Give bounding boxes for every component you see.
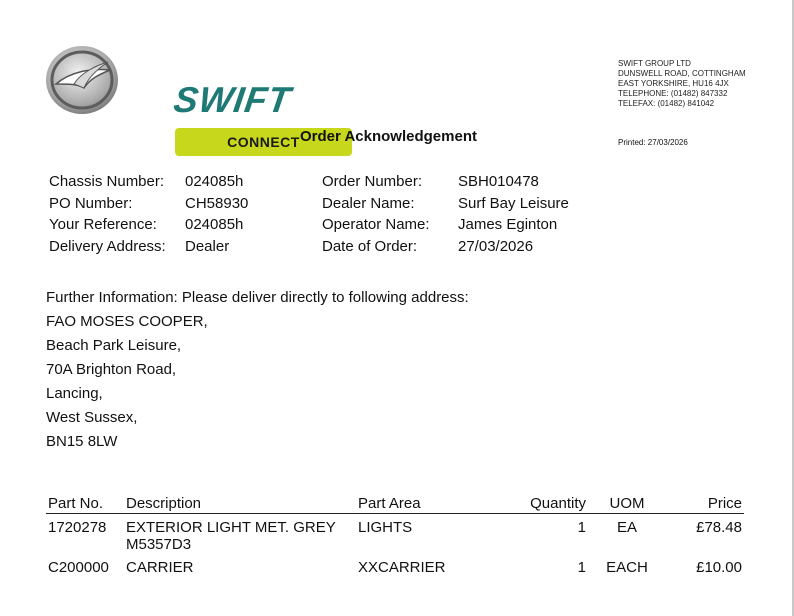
table-row bbox=[46, 519, 744, 555]
cell-part-no: 1720278 bbox=[48, 519, 107, 536]
further-information bbox=[46, 286, 469, 454]
brand-wordmark: SWIFT bbox=[171, 79, 294, 120]
date-of-order-row bbox=[322, 236, 569, 258]
company-address bbox=[618, 59, 746, 109]
order-number-value: SBH010478 bbox=[458, 173, 539, 190]
order-fields-left bbox=[49, 171, 248, 257]
header-quantity: Quantity bbox=[530, 495, 586, 512]
chassis-number-row bbox=[49, 171, 248, 193]
order-number-label: Order Number: bbox=[322, 173, 423, 190]
operator-name-value: James Eginton bbox=[458, 216, 558, 233]
address-line: Beach Park Leisure, bbox=[46, 337, 182, 354]
header-price: Price bbox=[707, 495, 742, 512]
po-number-value: CH58930 bbox=[185, 194, 249, 212]
dealer-name-value: Surf Bay Leisure bbox=[458, 194, 569, 212]
table-row bbox=[46, 559, 744, 579]
cell-part-area: XXCARRIER bbox=[358, 559, 446, 576]
cell-uom: EA bbox=[616, 519, 637, 536]
items-table-header bbox=[46, 495, 744, 514]
cell-part-area: LIGHTS bbox=[358, 519, 413, 536]
order-number-row bbox=[322, 171, 569, 193]
delivery-address-value: Dealer bbox=[185, 237, 230, 255]
chassis-number-value: 024085h bbox=[185, 173, 244, 190]
items-table bbox=[46, 495, 744, 579]
printed-date: Printed: 27/03/2026 bbox=[618, 138, 688, 147]
date-of-order-value: 27/03/2026 bbox=[458, 237, 534, 255]
swift-bird-emblem-icon bbox=[44, 44, 120, 116]
cell-price: £10.00 bbox=[696, 559, 742, 576]
company-line: DUNSWELL ROAD, COTTINGHAM bbox=[618, 69, 746, 78]
your-reference-row bbox=[49, 214, 248, 236]
order-fields-right bbox=[322, 171, 569, 257]
address-line: West Sussex, bbox=[46, 409, 138, 426]
chassis-number-label: Chassis Number: bbox=[49, 173, 165, 190]
company-line: TELEPHONE: (01482) 847332 bbox=[618, 89, 728, 98]
operator-name-row bbox=[322, 214, 569, 236]
cell-quantity: 1 bbox=[577, 559, 586, 576]
header-part-no: Part No. bbox=[48, 495, 104, 512]
delivery-address-row bbox=[49, 236, 248, 258]
swift-connect-logo bbox=[44, 44, 314, 150]
po-number-row bbox=[49, 193, 248, 215]
address-line: 70A Brighton Road, bbox=[46, 361, 177, 378]
dealer-name-label: Dealer Name: bbox=[322, 194, 415, 212]
your-reference-label: Your Reference: bbox=[49, 216, 157, 233]
header-description: Description bbox=[126, 495, 202, 512]
address-line: FAO MOSES COOPER, bbox=[46, 313, 208, 330]
cell-price: £78.48 bbox=[696, 519, 742, 536]
cell-quantity: 1 bbox=[577, 519, 586, 536]
your-reference-value: 024085h bbox=[185, 216, 244, 233]
cell-description: EXTERIOR LIGHT MET. GREY M5357D3 bbox=[126, 519, 336, 553]
po-number-label: PO Number: bbox=[49, 194, 133, 212]
company-line: TELEFAX: (01482) 841042 bbox=[618, 99, 715, 108]
further-info-heading: Further Information: Please deliver directly to following address: bbox=[46, 289, 469, 306]
dealer-name-row bbox=[322, 193, 569, 215]
delivery-address-label: Delivery Address: bbox=[49, 237, 166, 255]
company-line: EAST YORKSHIRE, HU16 4JX bbox=[618, 79, 729, 88]
brand-connect-badge: CONNECT bbox=[175, 128, 352, 156]
cell-uom: EACH bbox=[606, 559, 648, 576]
cell-part-no: C200000 bbox=[48, 559, 109, 576]
company-line: SWIFT GROUP LTD bbox=[618, 59, 691, 68]
operator-name-label: Operator Name: bbox=[322, 216, 430, 233]
date-of-order-label: Date of Order: bbox=[322, 237, 418, 255]
header-uom: UOM bbox=[609, 495, 645, 512]
document-title: Order Acknowledgement bbox=[300, 128, 477, 145]
header-part-area: Part Area bbox=[358, 495, 421, 512]
address-line: Lancing, bbox=[46, 385, 103, 402]
address-line: BN15 8LW bbox=[46, 433, 118, 450]
cell-description: CARRIER bbox=[126, 559, 194, 576]
